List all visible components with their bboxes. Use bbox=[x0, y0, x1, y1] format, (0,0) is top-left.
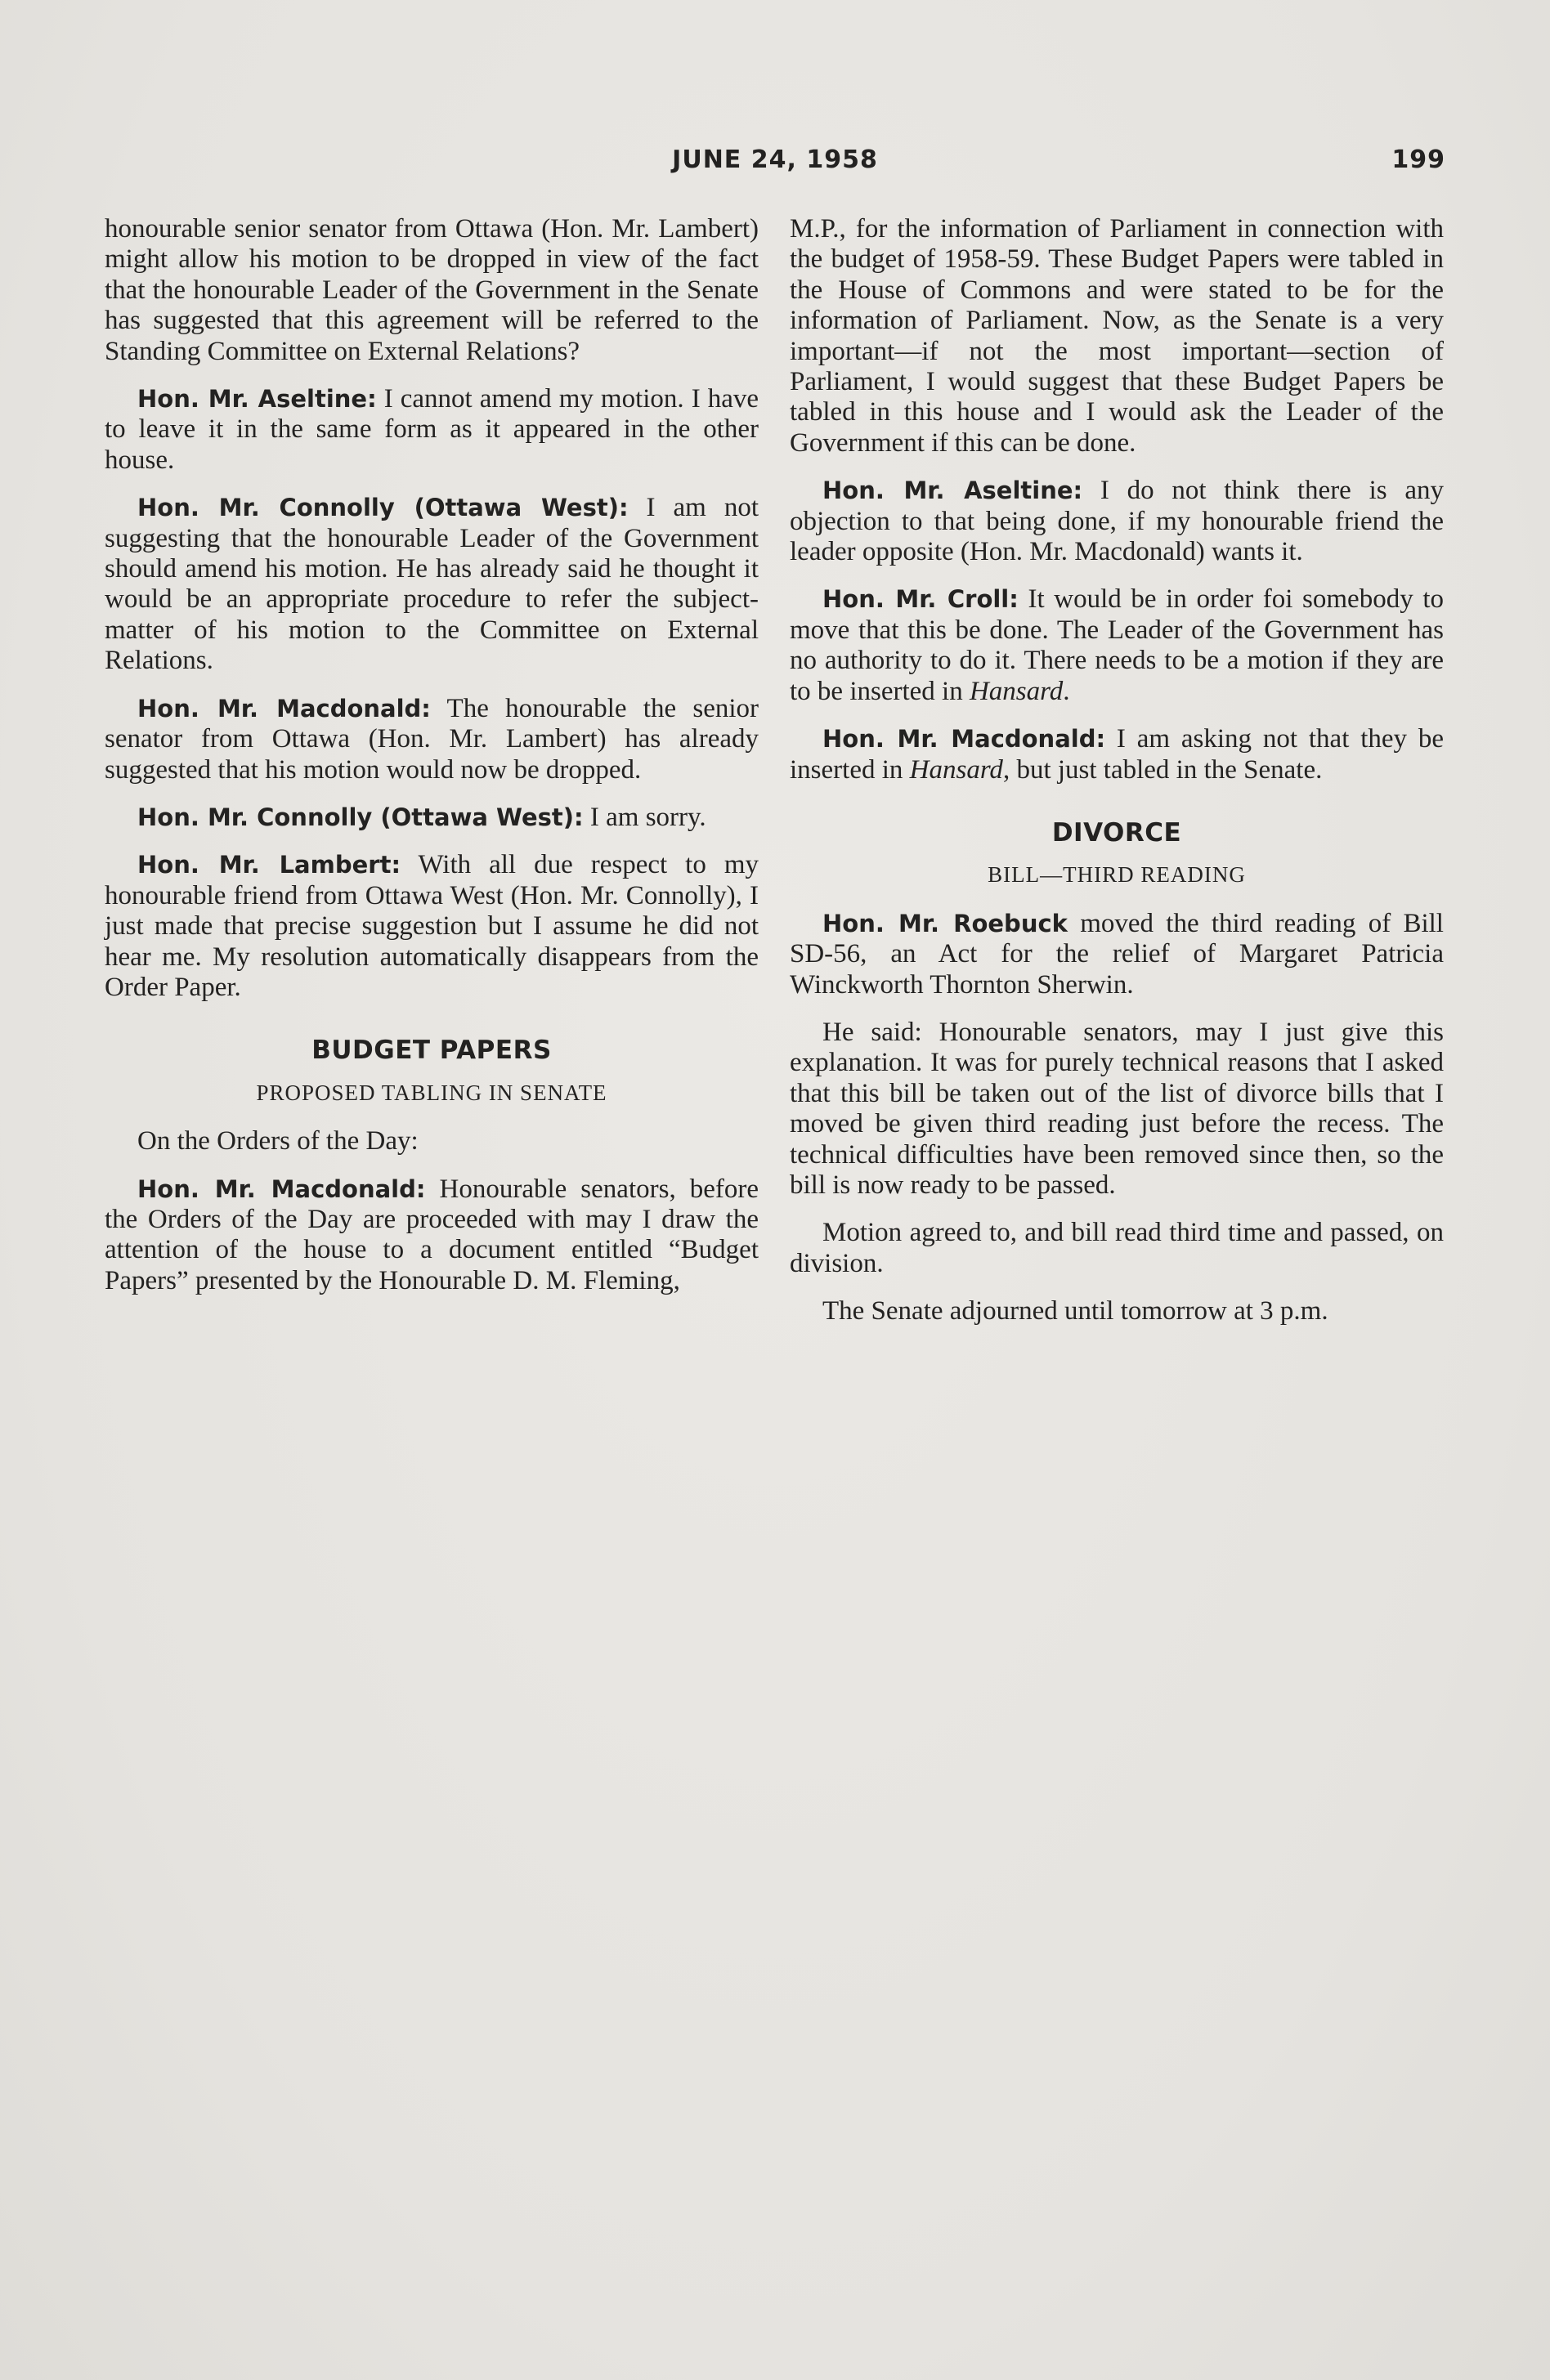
speech bbox=[105, 384, 759, 476]
section-subheading: BILL—THIRD READING bbox=[988, 862, 1246, 888]
italic-text: Hansard bbox=[909, 754, 1003, 785]
speech-text: I am sorry. bbox=[583, 802, 706, 832]
paragraph-text: Motion agreed to, and bill read third time and passed, on division. bbox=[790, 1218, 1444, 1278]
italic-text: Hansard bbox=[969, 676, 1064, 706]
speech bbox=[790, 724, 1444, 785]
section-subheading: PROPOSED TABLING IN SENATE bbox=[256, 1080, 607, 1105]
speaker-name: Hon. Mr. Lambert: bbox=[137, 851, 401, 879]
paragraph bbox=[790, 1218, 1444, 1279]
speaker-name: Hon. Mr. Aseltine: bbox=[822, 476, 1083, 505]
speaker-name: Hon. Mr. Roebuck bbox=[822, 909, 1068, 937]
speech bbox=[105, 850, 759, 1003]
left-column bbox=[105, 214, 759, 1313]
speech bbox=[790, 584, 1444, 707]
speech-text: It would be in order foi somebody to move that this be done. The Leader of the Government has no authority to do it. There needs to be a motion if they are to be inserted in bbox=[790, 584, 1444, 706]
section-heading: DIVORCE bbox=[1051, 817, 1182, 848]
speech-text: With all due respect to my honourable friend from Ottawa West (Hon. Mr. Connolly), I just made that precise suggestion but I assume he did not hear me. My resolution automatically disappears from the Order Paper. bbox=[105, 850, 759, 1002]
speaker-name: Hon. Mr. Macdonald: bbox=[137, 694, 431, 722]
speaker-name: Hon. Mr. Connolly (Ottawa West): bbox=[137, 803, 584, 831]
speech-text: Honourable senators, before the Orders of the Day are proceeded with may I draw the attention of the house to a document entitled “Budget Papers” presented by the Honourable D. M. Fleming, bbox=[105, 1174, 759, 1295]
paragraph-text: M.P., for the information of Parliament in connection with the budget of 1958-59. These Budget Papers were tabled in the House of Commons and were stated to be for the information of Parliament. Now, as the Senate is a very important—if not the most important—section of Parliament, I would suggest that these Budget Papers be tabled in this house and I would ask the Leader of the Government if this can be done. bbox=[790, 214, 1444, 458]
header-date: JUNE 24, 1958 bbox=[672, 145, 878, 174]
speech bbox=[790, 909, 1444, 1000]
speech-text: I am not suggesting that the honourable Leader of the Government should amend his motion. He has already said he thought it would be an appropriate procedure to refer the subject-matter of his motion to the Committee on External Relations. bbox=[105, 493, 759, 676]
section-heading: BUDGET PAPERS bbox=[311, 1036, 552, 1066]
speech bbox=[105, 1174, 759, 1297]
paragraph-text: honourable senior senator from Ottawa (Hon. Mr. Lambert) might allow his motion to be dropped in view of the fact that the honourable Leader of the Government in the Senate has suggested that this agreement will be referred to the Standing Committee on External Relations? bbox=[105, 214, 759, 366]
speech-text: moved the third reading of Bill SD-56, an Act for the relief of Margaret Patricia Winckworth Thornton Sherwin. bbox=[790, 908, 1444, 1000]
speech-text: . bbox=[1063, 676, 1070, 706]
speech-text: I am asking not that they be inserted in bbox=[790, 724, 1445, 785]
speech bbox=[105, 694, 759, 785]
paragraph bbox=[790, 214, 1444, 459]
page-header bbox=[105, 145, 1445, 186]
speech bbox=[790, 476, 1444, 567]
paragraph bbox=[790, 1018, 1444, 1201]
paragraph-text: He said: Honourable senators, may I just give this explanation. It was for purely technical reasons that I asked that this bill be taken out of the list of divorce bills that I moved be given third reading just before the recess. The technical difficulties have been removed since then, so the bill is now ready to be passed. bbox=[790, 1017, 1444, 1200]
paragraph bbox=[105, 1126, 759, 1156]
speech-text: The honourable the senior senator from Ottawa (Hon. Mr. Lambert) has already suggested that his motion would now be dropped. bbox=[105, 693, 759, 785]
speech-text: I cannot amend my motion. I have to leave it in the same form as it appeared in the other house. bbox=[105, 384, 759, 475]
speaker-name: Hon. Mr. Macdonald: bbox=[137, 1174, 426, 1203]
paragraph bbox=[105, 214, 759, 367]
page-number: 199 bbox=[1391, 145, 1445, 174]
speaker-name: Hon. Mr. Macdonald: bbox=[822, 725, 1106, 754]
speaker-name: Hon. Mr. Aseltine: bbox=[137, 385, 377, 414]
paragraph bbox=[790, 1296, 1444, 1326]
speech bbox=[105, 803, 759, 833]
speaker-name: Hon. Mr. Connolly (Ottawa West): bbox=[137, 494, 629, 522]
right-column bbox=[790, 214, 1444, 1344]
speech-text: I do not think there is any objection to that being done, if my honourable friend the leader opposite (Hon. Mr. Macdonald) wants it. bbox=[790, 476, 1444, 567]
speaker-name: Hon. Mr. Croll: bbox=[822, 585, 1019, 614]
paragraph-text: The Senate adjourned until tomorrow at 3 p.m. bbox=[822, 1296, 1328, 1326]
paragraph-text: On the Orders of the Day: bbox=[137, 1126, 419, 1156]
speech-text: , but just tabled in the Senate. bbox=[1002, 754, 1323, 785]
speech bbox=[105, 493, 759, 676]
